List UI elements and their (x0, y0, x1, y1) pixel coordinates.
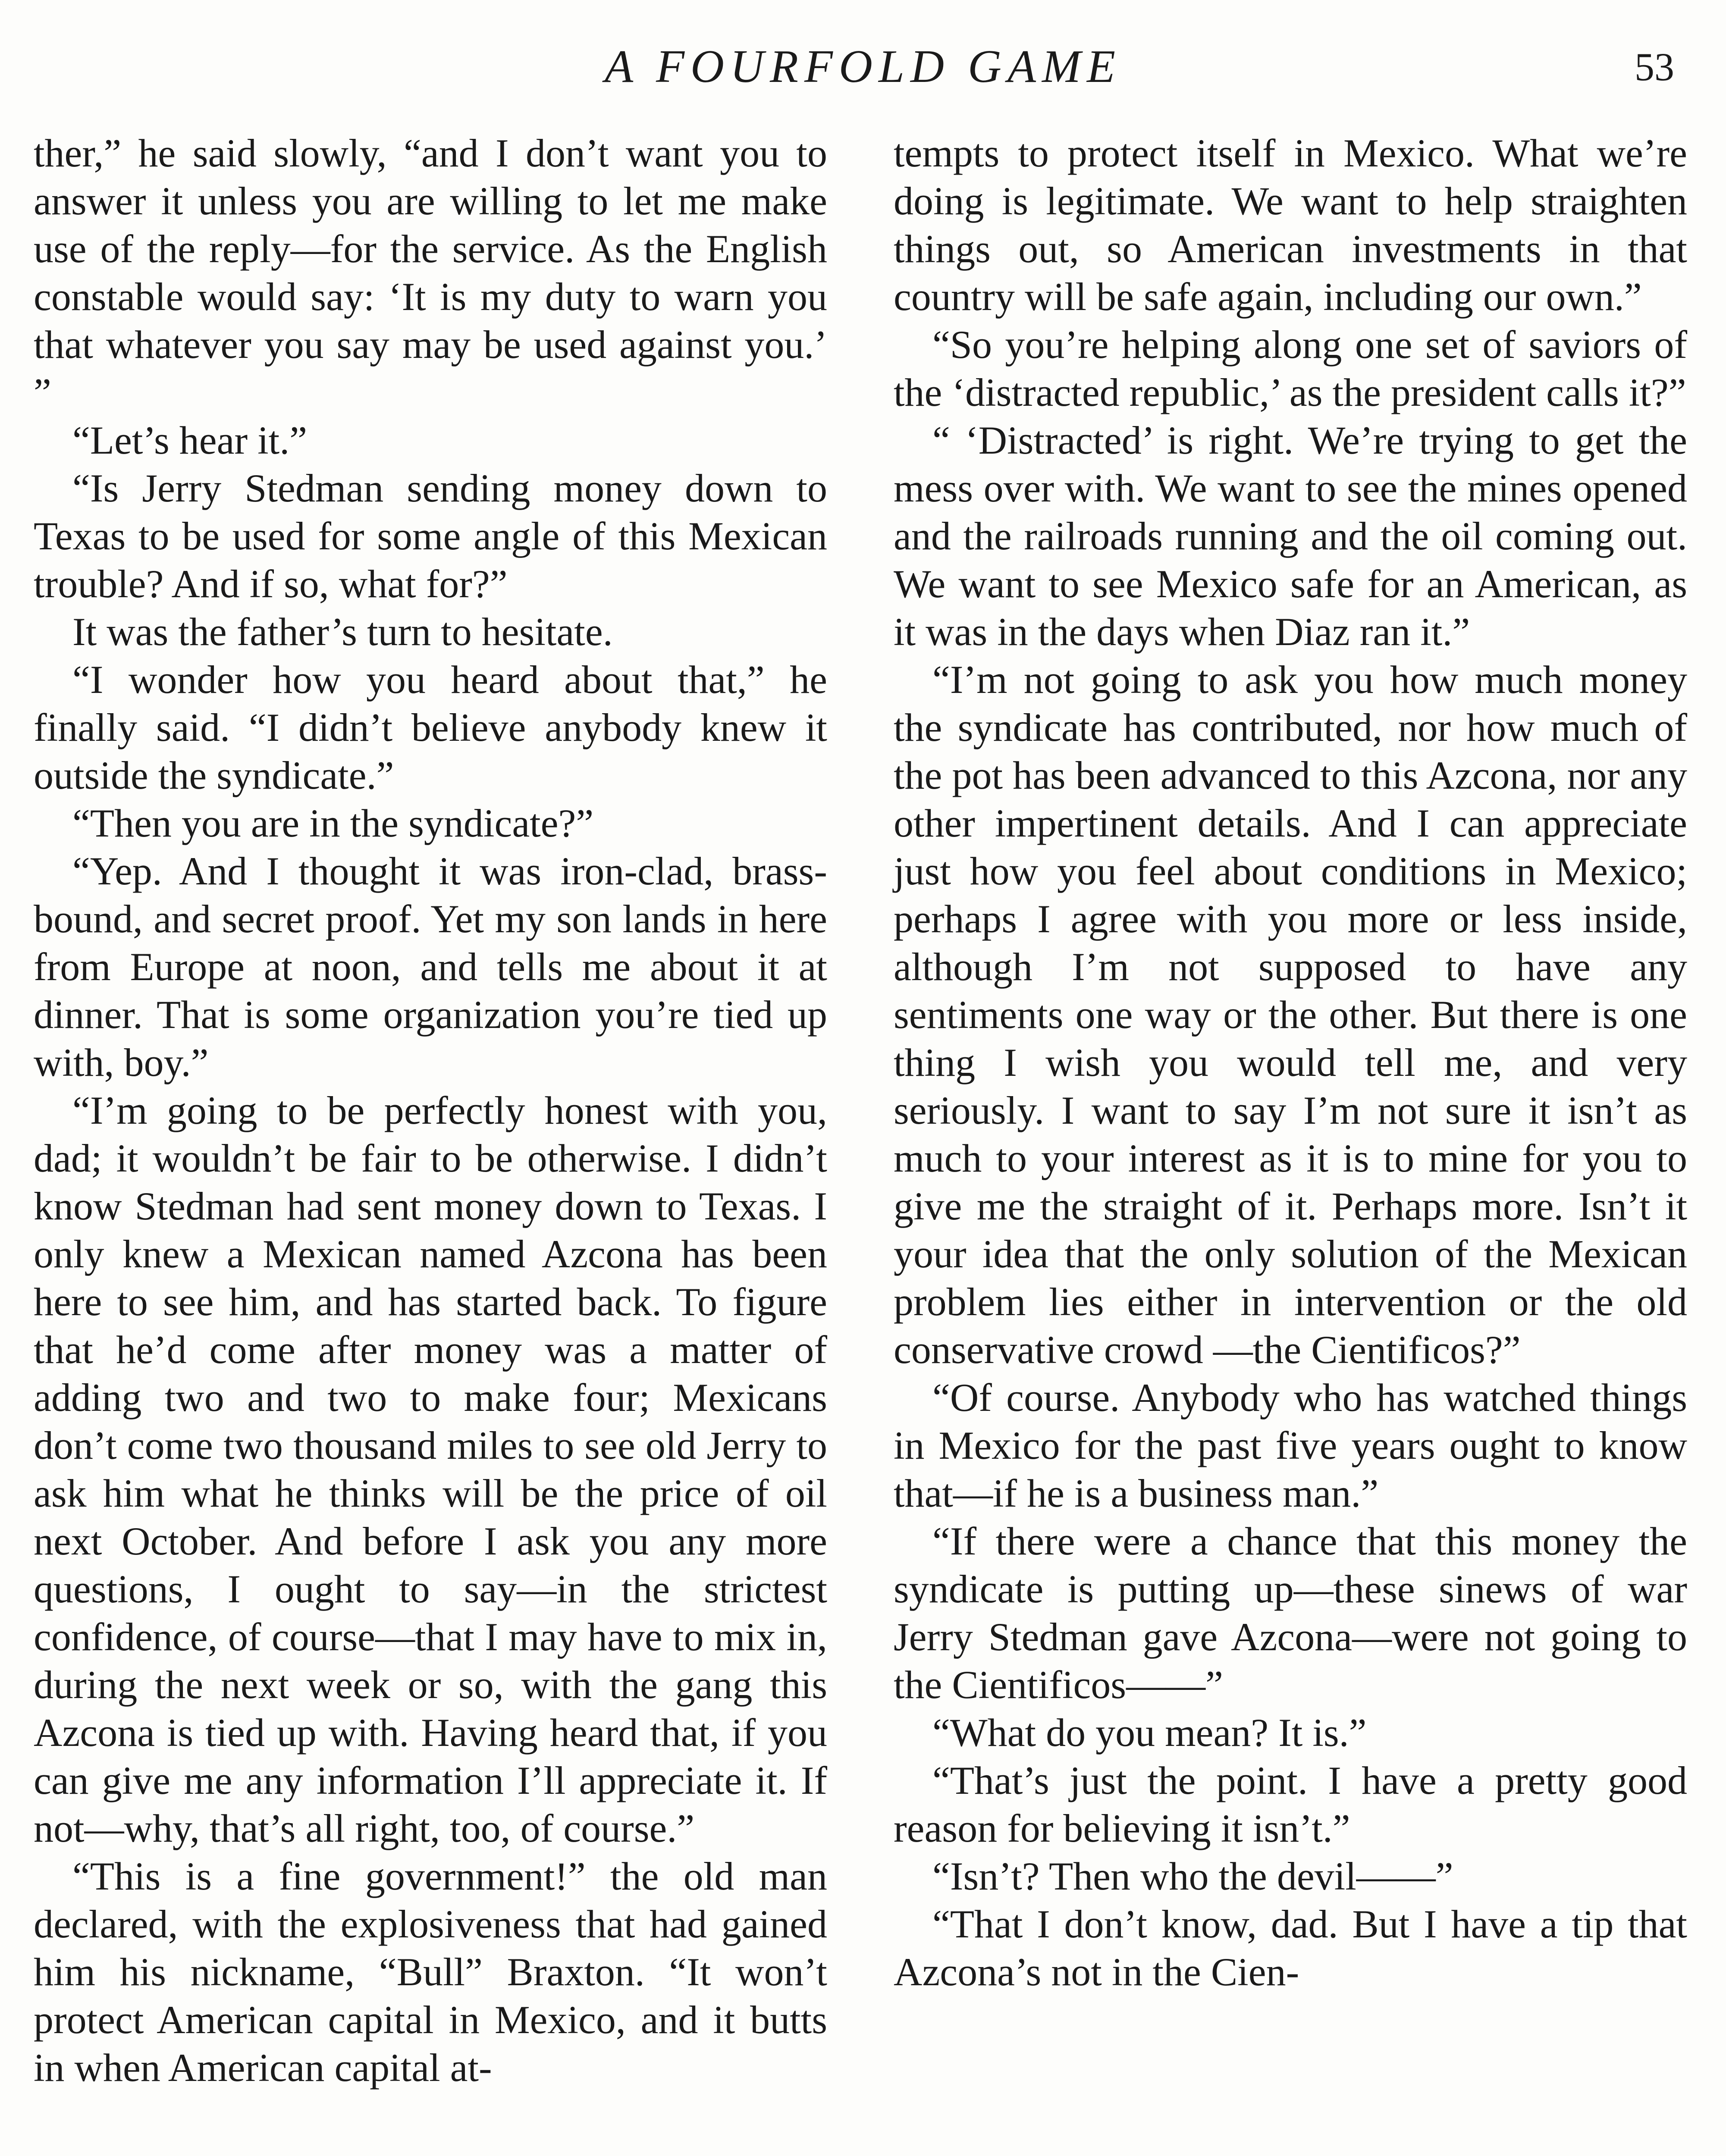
paragraph: “I wonder how you heard about that,” he finally said. “I didn’t believe anybody knew it outside the syndicate.” (34, 658, 827, 797)
paragraph: “So you’re helping along one set of saviors of the ‘distracted republic,’ as the president calls it?” (894, 323, 1687, 414)
paragraph: “That’s just the point. I have a pretty good reason for believing it isn’t.” (894, 1758, 1687, 1850)
running-header (0, 37, 1726, 97)
paragraph: tempts to protect itself in Mexico. What we’re doing is legitimate. We want to help straighten things out, so American investments in that country will be safe again, including our own.” (894, 131, 1687, 319)
paragraph: “This is a fine government!” the old man declared, with the explosiveness that had gained him his nickname, “Bull” Braxton. “It won’t protect American capital in Mexico, and it butts in when American capital at- (34, 1854, 827, 2090)
paragraph: “Let’s hear it.” (72, 418, 308, 462)
paragraph: “Then you are in the syndicate?” (72, 801, 594, 845)
left-column (34, 129, 827, 2092)
paragraph: “Yep. And I thought it was iron-clad, brass-bound, and secret proof. Yet my son lands in here from Europe at noon, and tells me about it at dinner. That is some organization you’re tied up with, boy.” (34, 849, 827, 1084)
paragraph: “Isn’t? Then who the devil——” (932, 1854, 1453, 1898)
page-number: 53 (1635, 45, 1674, 89)
paragraph: “That I don’t know, dad. But I have a tip that Azcona’s not in the Cien- (894, 1902, 1687, 1994)
paragraph: “If there were a chance that this money the syndicate is putting up—these sinews of war Jerry Stedman gave Azcona—were not going to the Cientificos——” (894, 1519, 1687, 1707)
paragraph: “Of course. Anybody who has watched things in Mexico for the past five years ought to know that—if he is a business man.” (894, 1376, 1687, 1515)
paragraph: It was the father’s turn to hesitate. (72, 610, 613, 654)
paragraph: ther,” he said slowly, “and I don’t want you to answer it unless you are willing to let me make use of the reply—for the service. As the English constable would say: ‘It is my duty to warn you that whatever you say may be used against you.’ ” (34, 131, 827, 414)
paragraph: “Is Jerry Stedman sending money down to Texas to be used for some angle of this Mexican trouble? And if so, what for?” (34, 466, 827, 606)
running-title: A FOURFOLD GAME (605, 41, 1121, 92)
right-column (894, 129, 1687, 1996)
paragraph: “I’m going to be perfectly honest with you, dad; it wouldn’t be fair to be otherwise. I didn’t know Stedman had sent money down to Texas. I only knew a Mexican named Azcona has been here to see him, and has started back. To figure that he’d come after money was a matter of adding two and two to make four; Mexicans don’t come two thousand miles to see old Jerry to ask him what he thinks will be the price of oil next October. And before I ask you any more questions, I ought to say—in the strictest confidence, of course—that I may have to mix in, during the next week or so, with the gang this Azcona is tied up with. Having heard that, if you can give me any information I’ll appreciate it. If not—why, that’s all right, too, of course.” (34, 1088, 827, 1850)
paragraph: “What do you mean? It is.” (932, 1711, 1367, 1755)
paragraph: “I’m not going to ask you how much money the syndicate has contributed, nor how much of the pot has been advanced to this Azcona, nor any other impertinent details. And I can appreciate just how you feel about conditions in Mexico; perhaps I agree with you more or less inside, although I’m not supposed to have any sentiments one way or the other. But there is one thing I wish you would tell me, and very seriously. I want to say I’m not sure it isn’t as much to your interest as it is to mine for you to give me the straight of it. Perhaps more. Isn’t it your idea that the only solution of the Mexican problem lies either in intervention or the old conservative crowd —the Cientificos?” (894, 658, 1687, 1372)
paragraph: “ ‘Distracted’ is right. We’re trying to get the mess over with. We want to see the mines opened and the railroads running and the oil coming out. We want to see Mexico safe for an American, as it was in the days when Diaz ran it.” (894, 418, 1687, 654)
